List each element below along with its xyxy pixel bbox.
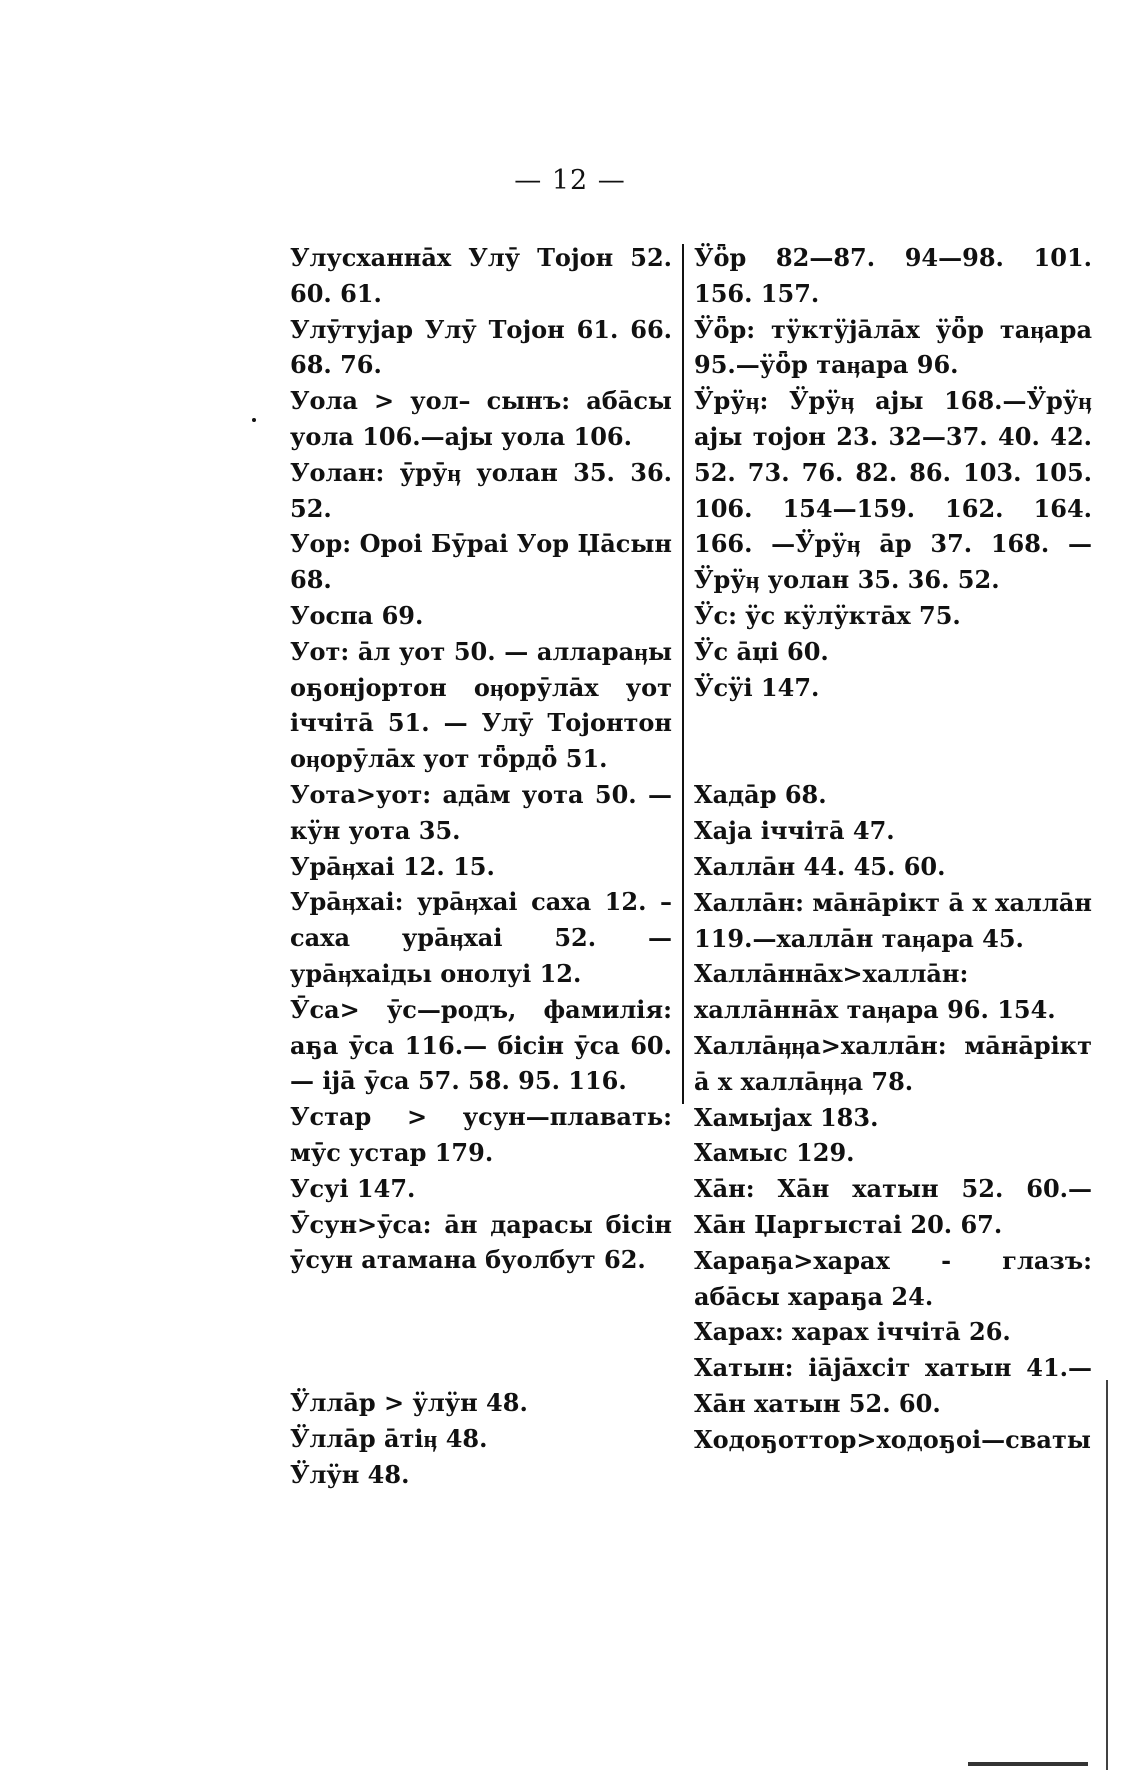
- index-entry: Усуі 147.: [290, 1173, 416, 1203]
- index-entry: Урāӊхаі: урāӊхаі саха 12. – саха урāӊхаі 52. — урāӊхаідьı онолуі 12.: [290, 887, 672, 988]
- scan-edge-mark: [968, 1762, 1088, 1766]
- index-entry: Ӱсӱі 147.: [694, 672, 820, 702]
- index-entry: Хадāр 68.: [694, 780, 827, 810]
- index-entry: Ӯсун>ӯса: āн дарасы бісін ӯсун атамана буолбут 62.: [290, 1209, 672, 1275]
- index-entry: Ӱс āџі 60.: [694, 636, 829, 666]
- scan-speck: [252, 418, 256, 422]
- left-column: [290, 240, 672, 1493]
- right-column: [694, 240, 1092, 1458]
- index-entry: Халлāн: мāнāрікт ā х халлāн 119.—халлāн таӊара 45.: [694, 887, 1092, 953]
- index-entry: Халлāӊӊа>халлāн: мāнāрікт ā х халлāӊӊа 78.: [694, 1030, 1092, 1096]
- index-entry: Ӱллāр > ӱлӱн 48.: [290, 1388, 528, 1418]
- index-entry: Уолан: ӯрӯӊ уолан 35. 36. 52.: [290, 457, 672, 523]
- index-entry: Хāн: Хāн хатын 52. 60.— Хāн Џаргыстаі 20. 67.: [694, 1174, 1092, 1239]
- index-entry: Улусханнāх Улӯ Тојон 52. 60. 61.: [290, 243, 672, 308]
- index-entry: Хаја іччітā 47.: [694, 816, 895, 846]
- section-gap: [290, 1278, 672, 1385]
- column-divider: [682, 244, 684, 1104]
- index-entry: Уола > уол– сынъ: абāсы уола 106.—ајы уола 106.: [290, 386, 672, 451]
- index-entry: Ӱȫр 82—87. 94—98. 101. 156. 157.: [694, 243, 1092, 308]
- index-entry: Халлāн 44. 45. 60.: [694, 851, 946, 881]
- index-entry: Ӯса> ӯс—родъ, фамилія: аҕа ӯса 116.— бісін ӯса 60. — іјā ӯса 57. 58. 95. 116.: [290, 994, 672, 1096]
- index-entry: Уота>уот: адāм уота 50. — кӱн уота 35.: [290, 779, 672, 845]
- index-entry: Уоспа 69.: [290, 600, 424, 630]
- index-entry: Улӯтујар Улӯ Тојон 61. 66. 68. 76.: [290, 314, 672, 380]
- index-entry: Устар > усун—плавать: мӯс устар 179.: [290, 1102, 672, 1167]
- index-entry: Халлāннāх>халлāн: халлāннāх таӊара 96. 154.: [694, 959, 1056, 1025]
- index-entry: Уот: āл уот 50. — аллараӊы оҕонјортон оӊорӯлāх уот іччітā 51. — Улӯ Тојонтон оӊорӯлāх уот тȫрдȫ 51.: [290, 636, 672, 774]
- index-entry: Ӱȫр: тӱктӱјāлāх ӱȫр таӊара 95.—ӱȫр таӊара 96.: [694, 314, 1092, 380]
- index-entry: Уор: Ороі Бӯраі Уор Џāсын 68.: [290, 529, 672, 595]
- section-gap: [694, 705, 1092, 777]
- index-entry: Ӱллāр āтіӊ 48.: [290, 1423, 488, 1453]
- scan-edge-line: [1106, 1380, 1108, 1770]
- index-entry: Хамыјах 183.: [694, 1102, 879, 1132]
- index-entry: Ӱрӱӊ: Ӱрӱӊ ајы 168.—Ӱрӱӊ ајы тојон 23. 32—37. 40. 42. 52. 73. 76. 82. 86. 103. 105. 106. 154—159. 162. 164. 166. —Ӱрӱӊ āр 37. 168. —Ӱрӱӊ уолан 35. 36. 52.: [694, 386, 1092, 595]
- page-number: — 12 —: [514, 165, 626, 196]
- index-entry: Хатын: іāјāхсіт хатын 41.— Хāн хатын 52. 60.: [694, 1353, 1092, 1418]
- index-entry: Урāӊхаі 12. 15.: [290, 851, 495, 881]
- index-entry: Хамыс 129.: [694, 1138, 855, 1168]
- index-entry: Хараҕа>харах - глазъ: абāсы хараҕа 24.: [694, 1245, 1092, 1311]
- index-entry: Харах: харах іччітā 26.: [694, 1317, 1011, 1347]
- index-entry: Ӱлӱн 48.: [290, 1459, 410, 1489]
- index-entry: Ӱс: ӱс кӱлӱктāх 75.: [694, 600, 961, 630]
- index-entry: Ходоҕоттор>ходоҕоі—сваты: [694, 1424, 1091, 1454]
